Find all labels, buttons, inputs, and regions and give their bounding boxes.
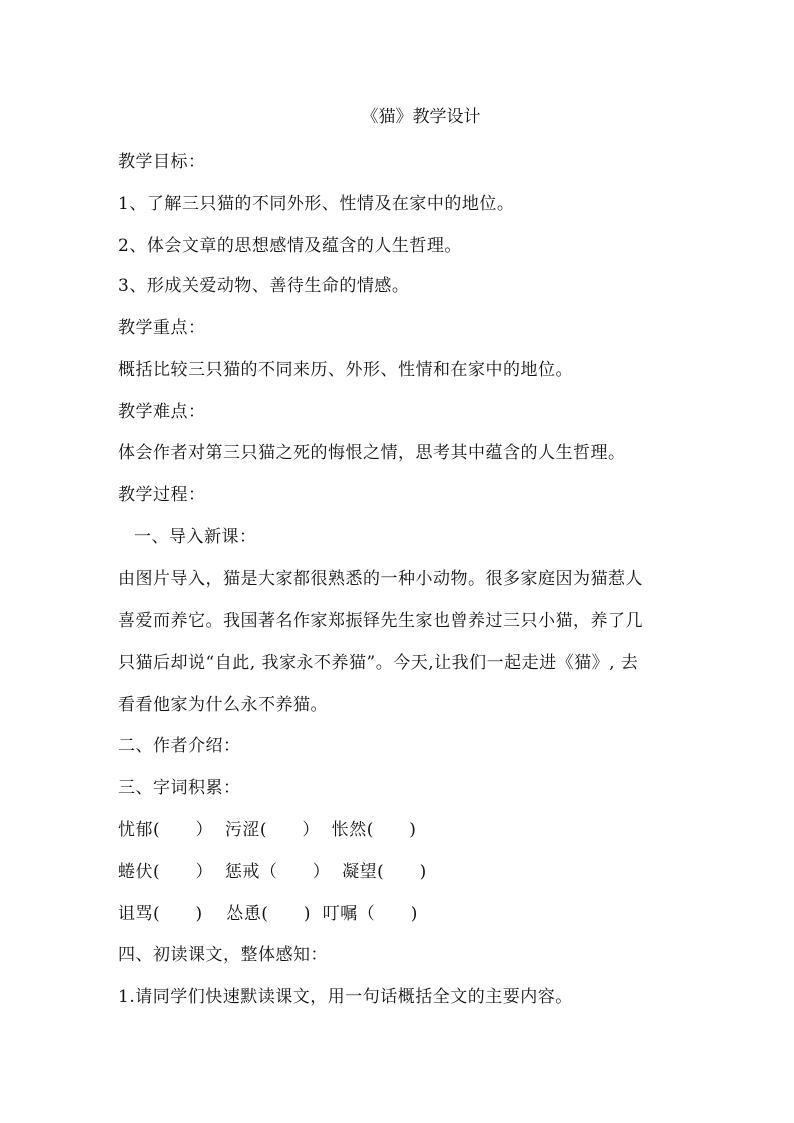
key-points-text: 概括比较三只猫的不同来历、外形、性情和在家中的地位。 (118, 360, 573, 380)
intro-line-3: 只猫后却说“自此, 我家永不养猫”。今天,让我们一起走进《猫》, 去 (118, 653, 639, 673)
intro-line-4: 看看他家为什么永不养猫。 (118, 695, 328, 715)
vocab-row-2: 蜷伏( ） 惩戒（ ） 凝望( ) (118, 862, 427, 882)
intro-line-1: 由图片导入，猫是大家都很熟悉的一种小动物。很多家庭因为猫惹人 (118, 569, 643, 589)
section3-heading: 三、字词积累： (118, 778, 241, 798)
objectives-heading: 教学目标： (118, 152, 206, 172)
vocab-row-1: 忧郁( ） 污涩( ） 怅然( ) (118, 820, 417, 840)
document-title: 《猫》教学设计 (361, 107, 481, 127)
difficulty-text: 体会作者对第三只猫之死的悔恨之情，思考其中蕴含的人生哲理。 (118, 443, 626, 463)
key-points-heading: 教学重点： (118, 318, 206, 338)
intro-line-2: 喜爱而养它。我国著名作家郑振铎先生家也曾养过三只小猫，养了几 (118, 611, 643, 631)
section1-heading: 一、导入新课： (134, 527, 257, 547)
section4-heading: 四、初读课文，整体感知： (118, 945, 328, 965)
objective-item-2: 2、体会文章的思想感情及蕴含的人生哲理。 (118, 236, 462, 256)
section2-heading: 二、作者介绍： (118, 736, 241, 756)
task-1-text: 1.请同学们快速默读课文，用一句话概括全文的主要内容。 (118, 987, 573, 1007)
objective-item-1: 1、了解三只猫的不同外形、性情及在家中的地位。 (118, 194, 515, 214)
process-heading: 教学过程： (118, 485, 206, 505)
objective-item-3: 3、形成关爱动物、善待生命的情感。 (118, 276, 410, 296)
difficulty-heading: 教学难点： (118, 402, 206, 422)
vocab-row-3: 诅骂( ) 怂恿( ) 叮嘱（ ) (118, 904, 418, 924)
